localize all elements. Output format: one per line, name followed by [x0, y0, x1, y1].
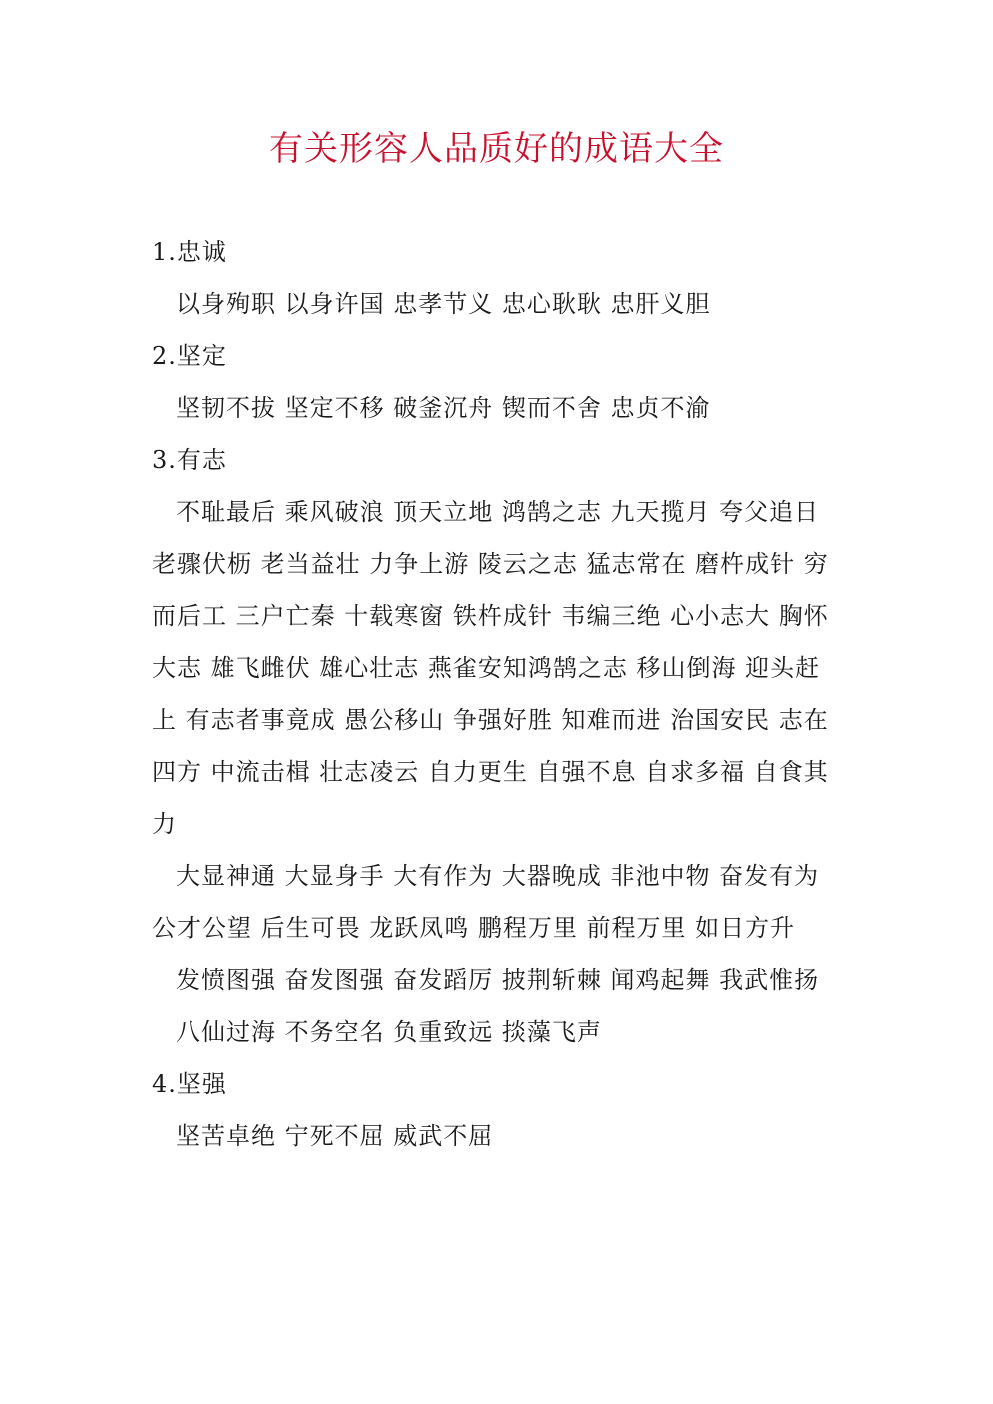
- idiom-paragraph: 不耻最后 乘风破浪 顶天立地 鸿鹄之志 九天揽月 夸父追日 老骤伏枥 老当益壮 力争上游 陵云之志 猛志常在 磨杵成针 穷而后工 三户亡秦 十载寒窗 铁杵成针 韦编三绝 心小志大 胸怀大志 雄飞雌伏 雄心壮志 燕雀安知鸿鹄之志 移山倒海 迎头赶上 有志者事竟成 愚公移山 争强好胜 知难而进 治国安民 志在四方 中流击楫 壮志凌云 自力更生 自强不息 自求多福 自食其力: [152, 498, 829, 838]
- document-title: 有关形容人品质好的成语大全: [269, 129, 724, 169]
- idiom-paragraph: 八仙过海 不务空名 负重致远 掞藻飞声: [176, 1018, 602, 1046]
- document-body: [152, 226, 842, 1162]
- section-strength: [152, 1058, 842, 1162]
- section-heading: 2.坚定: [152, 342, 227, 370]
- section-loyalty: [152, 226, 842, 330]
- section-firmness: [152, 330, 842, 434]
- idiom-paragraph: 以身殉职 以身许国 忠孝节义 忠心耿耿 忠肝义胆: [176, 290, 711, 318]
- section-ambition: [152, 434, 842, 1058]
- idiom-paragraph: 大显神通 大显身手 大有作为 大器晚成 非池中物 奋发有为 公才公望 后生可畏 龙跃凤鸣 鹏程万里 前程万里 如日方升: [152, 862, 820, 942]
- idiom-paragraph: 发愤图强 奋发图强 奋发蹈厉 披荆斩棘 闻鸡起舞 我武惟扬: [176, 966, 820, 994]
- idiom-paragraph: 坚韧不拔 坚定不移 破釜沉舟 锲而不舍 忠贞不渝: [176, 394, 711, 422]
- section-heading: 4.坚强: [152, 1070, 227, 1098]
- idiom-paragraph: 坚苦卓绝 宁死不屈 威武不屈: [176, 1122, 494, 1150]
- section-heading: 1.忠诚: [152, 238, 227, 266]
- section-heading: 3.有志: [152, 446, 227, 474]
